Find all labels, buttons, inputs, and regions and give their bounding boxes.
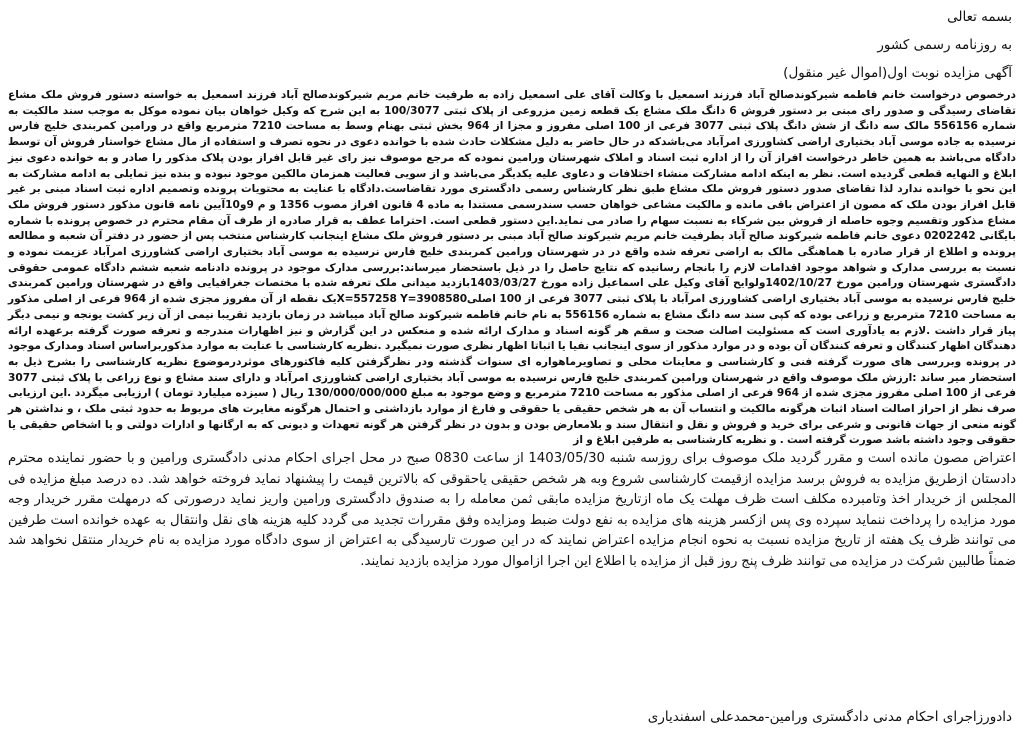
bismillah-heading: بسمه تعالی <box>947 9 1012 25</box>
newspaper-line: به روزنامه رسمی کشور <box>877 37 1012 53</box>
signature-line: دادورزاجرای احکام مدنی دادگستری ورامین-محمدعلی اسفندیاری <box>647 709 1012 725</box>
notice-body-auction-terms: اعتراض مصون مانده است و مقرر گردید ملک موصوف برای روزسه شنبه 1403/05/30 از ساعت 0830 صبح در محل اجرای احکام مدنی دادگستری ورامین و با حضور نماینده محترم دادستان ازطریق مزایده به فروش برسد مزایده ازقیمت کارشناسی شروع وبه هر شخص حقیقی یاحقوقی که بالاترین قیمت را پیشنهاد نماید فروخته خواهد شد. ده درصد مبلغ مزایده فی المجلس از خریدار اخذ وتامبرده مکلف است ظرف مهلت یک ماه ازتاریخ مزایده مابقی ثمن معامله را به صندوق دادگستری ورامین واریز نماید درصورتی که درمهلت مقرر خریدار وجه مورد مزایده را پرداخت ننماید سپرده وی پس ازکسر هزینه های مزایده به نفع دولت ضبط ومزایده وفق مقررات تجدید می گردد کلیه هزینه های نقل وانتقال به عهده خوانده است طرفین می توانند ظرف یک هفته از تاریخ مزایده نسبت به نحوه انجام مزایده اعتراض نمایند که در این صورت تارسیدگی به اعتراض از سوی دادگاه مورد مزایده به نام خریدار منتقل نخواهد شد ضمناً طالبین شرکت در مزایده می توانند ظرف پنج روز قبل از مزایده با اطلاع این اجرا ازاموال مورد مزایده بازدید نمایند. <box>8 451 1016 569</box>
notice-title: آگهی مزایده نوبت اول(اموال غیر منقول) <box>783 65 1012 81</box>
notice-body-main: درخصوص درخواست خانم فاطمه شیرکوندصالح آباد فرزند اسمعیل با وکالت آقای علی اسمعیل زاده به طرفیت خانم مریم شیرکوندصالح آباد فرزند اسمعیل به خواسته دستور فروش ملک مشاع تقاضای رسیدگی و صدور رای مبنی بر دستور فروش 6 دانگ ملک مشاع یک قطعه زمین مزروعی از پلاک ثبتی 100/3077 به این شرح که وکیل خواهان بیان نموده موکل به موجب سند مالکیت به شماره 556156 مالک سه دانگ از شش دانگ پلاک ثبتی 3077 فرعی از 100 اصلی مفروز و مجزا از 964 بخش ثبتی بهنام وسط به مساحت 7210 مترمربع واقع در ورامین کمربندی خلیج فارس نرسیده به جاده موسی آباد بختیاری اراضی کشاورزی امرآباد می‌باشدکه در حال حاضر به دلیل مشکلات حادث شده با خوانده دعوی در نحوه تصرف و استفاده از مال مشاع خواستار فروش آن توسط دادگاه می‌باشد به همین خاطر درخواست افراز آن را از اداره ثبت اسناد و املاک شهرستان ورامین نموده که مرجع موصوف نیز رای غیر قابل افراز بودن پلاک مذکور را صادر و به خوانده دعوی نیز ابلاغ و النهایه قطعی گردیده است. نظر به اینکه ادامه مشارکت منشاء اختلافات و دعاوی علیه یکدیگر می‌باشد و از سویی فعالیت همزمان مالکین موجود نبوده و بنده نیز تمایلی به ادامه مشارکت به این نحو با خوانده ندارد لذا تقاضای صدور دستور فروش ملک مشاع طبق نظر کارشناس رسمی دادگستری مورد تقاضاست.دادگاه با عنایت به محتویات پرونده وتصمیم اداره ثبت اسناد مبنی بر غیر قابل افراز بودن ملک که مصون از اعتراض باقی مانده و مالکیت مشاعی خواهان حسب سندرسمی مستندا به ماده 4 قانون افراز مصوب 1356 و م 9و10آیین نامه قانون مذکور دستور فروش ملک مشاع مذکور وتقسیم وجوه حاصله از فروش بین شرکاء به نسبت سهام را صادر می نماید.این دستور قطعی است. احتراما عطف به قرار صادره از طرف آن مقام محترم در خصوص پرونده با شماره بایگانی 0202242 دعوی خانم فاطمه شیرکوند صالح آباد بطرفیت خانم مریم شیرکوند صالح آباد مبنی بر دستور فروش ملک مشاع اینجانب کارشناس منتخب پس از حضور در دفتر آن شعبه و مطالعه پرونده و اطلاع از قرار صادره با هماهنگی مالک به اراضی تعرفه شده واقع در در شهرستان ورامین کمربندی خلیج فارس نرسیده به موسی آباد بختیاری اراضی کشاورزی امرآباد عزیمت نموده و نسبت به بررسی مدارک و شواهد موجود اقدامات لازم را بانجام رسانیده که نتایج حاصل را در ذیل باستحضار میرساند:بررسی مدارک موجود در پرونده دادنامه شعبه ششم دادگاه عمومی حقوقی دادگستری شهرستان ورامین مورخ 1402/10/27ولوایح آقای وکیل علی اسماعیل زاده مورخ 1403/03/27بازدید میدانی ملک تعرفه شده با مختصات جغرافیایی واقع در شهرستان ورامین کمربندی خلیج فارس نرسیده به موسی آباد بختیاری اراضی کشاورزی امرآباد با پلاک ثبتی 3077 فرعی از 100 اصلیX=557258 Y=3908580یک نقطه از آن مفروز مجزی شده از 964 فرعی از اصلی مذکور به مساحت 7210 مترمربع و زراعی بوده که کپی سند سه دانگ مشاع به شماره 556156 به نام خانم فاطمه شیرکوند صالح آباد میباشد در زمان بازدید تقریبا نیمی از آن زیر کشت یونجه و نیمی دیگر پیاز قرار داشت .لازم به یادآوری است که مسئولیت اصالت صحت و سقم هر گونه اسناد و مدارک ارائه شده و منعکس در این گزارش و نیز اظهارات مندرجه و تعرفه صورت گرفته برعهده ارائه دهندگان اظهار کنندگان و تعرفه کنندگان آن بوده و در موارد مذکور از سوی اینجانب نفیا یا اثباتا اظهار نظری صورت نمیگیرد .نظریه کارشناسی با عنایت به موارد مذکوربراساس اسناد ومدارک موجود در پرونده وبررسی های صورت گرفته فنی و کارشناسی و معاینات محلی و تصاویرماهواره ای سنوات گذشته ودر نظرگرفتن کلیه فاکتورهای موثردرموضوع نظریه کارشناسی را بشرح ذیل به استحضار میر ساند :ارزش ملک موصوف واقع در شهرستان ورامین کمربندی خلیج فارس نرسیده به موسی آباد بختیاری اراضی کشاورزی امرآباد و دارای سند مشاع و نوع زراعی با پلاک ثبتی 3077 فرعی از 100 اصلی مفروز مجزی شده از 964 فرعی از اصلی مذکور به مساحت 7210 مترمربع و وضع موجود به مبلغ 130/000/000/000 ریال ( سیزده میلیارد تومان ) ارزیابی میگردد .این ارزیابی صرف نظر از احراز اصالت اسناد اثبات هرگونه مالکیت و انتساب آن به هر شخص حقیقی یا حقوقی و فارغ از موارد بازداشتی و احتمال هرگونه مغایرت های مربوط به حدود ثبتی ملک ، و نداشتن هر گونه منعی از جهات قانونی و شرعی برای خرید و فروش و نقل و انتقال سند و بلامعارض بودن و بدون در نظر گرفتن هر گونه تعهدات و دیونی که به ارگانها و ادارات دولتی و یا اشخاص حقیقی یا حقوقی وجود داشته باشد صورت گرفته است . و نظریه کارشناسی به طرفین ابلاغ و از <box>8 89 1017 447</box>
